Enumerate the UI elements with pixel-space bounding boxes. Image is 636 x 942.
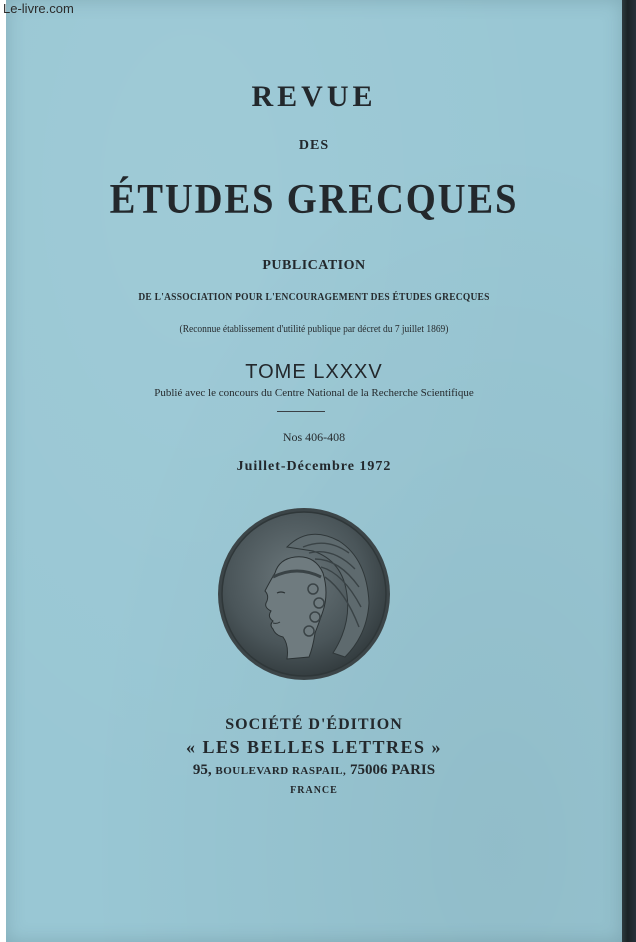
journal-des: DES: [298, 138, 330, 153]
journal-title: ÉTUDES GRECQUES: [109, 177, 519, 223]
issue-date: Juillet-Décembre 1972: [236, 459, 392, 474]
address-number: 95,: [192, 762, 212, 778]
publie-line: Publié avec le concours du Centre National de la Recherche Scientifique: [154, 387, 474, 399]
divider-rule: [277, 411, 325, 412]
issue-numbers-prefix: Nos: [282, 430, 303, 444]
athena-medal-icon: [217, 507, 391, 681]
publisher-societe: SOCIÉTÉ D'ÉDITION: [225, 716, 403, 733]
site-watermark: Le-livre.com: [3, 1, 74, 16]
reconnue-line: (Reconnue établissement d'utilité publique par décret du 7 juillet 1869): [179, 323, 449, 335]
publisher-address: [6, 762, 622, 779]
address-street: BOULEVARD RASPAIL,: [215, 765, 347, 777]
publisher-country: FRANCE: [290, 785, 338, 796]
book-spine-edge: [622, 0, 636, 942]
book-cover: [6, 0, 622, 942]
publisher-name: « LES BELLES LETTRES »: [185, 737, 443, 757]
association-line: DE L'ASSOCIATION POUR L'ENCOURAGEMENT DES ÉTUDES GRECQUES: [138, 291, 490, 303]
tome-number: TOME LXXXV: [245, 361, 383, 383]
publication-label: PUBLICATION: [262, 258, 366, 273]
address-city: 75006 PARIS: [349, 762, 436, 778]
issue-numbers: [6, 430, 622, 445]
journal-revue: REVUE: [251, 80, 377, 113]
issue-numbers-value: 406-408: [305, 430, 346, 444]
